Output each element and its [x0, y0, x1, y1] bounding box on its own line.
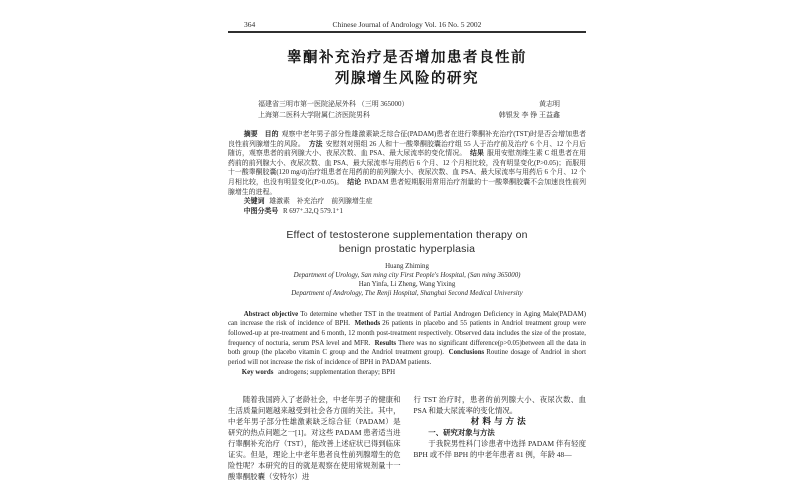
english-affiliation: Department of Andrology, The Renji Hospital, Shanghai Second Medical University — [291, 289, 523, 297]
author-names: 黄志明 — [539, 100, 560, 108]
affiliation-row — [258, 99, 560, 110]
objective-text: 观察中老年男子部分性雄激素缺乏综合征(PADAM)患者在进行睾酮补充治疗(TST)时是否会增加患者良性前列腺增生的风险。 — [228, 131, 586, 148]
affiliation-text: 上海第二医科大学附属仁济医院男科 — [258, 110, 370, 119]
en-abstract-objective-label: Abstract objective — [243, 310, 299, 318]
section-heading: 材料与方法 — [470, 416, 529, 427]
results-label: 结果 — [470, 150, 484, 158]
affiliation-row — [258, 110, 560, 121]
english-affiliation: Department of Urology, San ming city First People's Hospital, (San ming 365000) — [293, 272, 521, 280]
english-title-line2: benign prostatic hyperplasia — [338, 243, 476, 256]
english-authors — [228, 263, 586, 298]
clc-label: 中图分类号 — [243, 207, 279, 215]
en-keywords-label: Key words — [241, 368, 274, 376]
running-head — [228, 18, 586, 33]
results-text: 服用安慰剂维生素 C 组患者在用药前的前列腺大小、夜尿次数、血 PSA、最大尿流率与用药后 6 个月、12 个月相比较，没有明显变化(P>0.05)；而服用十一酸睾酮胶囊(120 mg/d)治疗组患者在用药前的前列腺大小、夜尿次数、血 PSA、最大尿流率与用药后 6 个月、12 个月相比较，也没有明显变化(P>0.05)。 — [228, 150, 586, 186]
en-methods-text: 26 patients in placebo and 55 patients in Andriol treatment group were followed-up at pre-treatment and 6 month, 12 month post-treatment respectively. Observed data includes the size of the prostate, frequency of nocturia, serum PSA level and MFR. — [228, 320, 586, 347]
intro-paragraph-continued: 行 TST 治疗时，患者的前列腺大小、夜尿次数、血 PSA 和最大尿流率的变化情况。 — [413, 395, 586, 416]
chinese-title-line1: 睾酮补充治疗是否增加患者良性前 — [287, 50, 527, 66]
conclusions-label: 结论 — [347, 178, 362, 186]
keywords-text: 雄激素 补充治疗 前列腺增生症 — [269, 198, 373, 206]
chinese-title — [228, 48, 586, 90]
english-title — [228, 228, 586, 256]
journal-title: Chinese Journal of Andrology Vol. 16 No. 5 2002 — [332, 20, 482, 29]
chinese-title-line2: 列腺增生风险的研究 — [335, 71, 479, 87]
abstract-label: 摘要 — [243, 131, 258, 138]
objective-label: 目的 — [264, 131, 279, 138]
en-conclusions-label: Conclusions — [448, 349, 485, 357]
methods-text: 安慰剂对照组 26 人和十一酸睾酮胶囊治疗组 55 人于治疗前及治疗 6 个月、12 个月后随访，观察患者的前列腺大小、夜尿次数、血 PSA、最大尿流率的变化情况。 — [228, 140, 586, 158]
en-keywords-text: androgens; supplementation therapy; BPH — [278, 368, 396, 376]
left-column — [228, 394, 401, 482]
en-results-text: There was no significant difference(p>0.05)between all the data in both group (the placebo vitamin C group and the Andriol treatment group). — [228, 339, 586, 357]
subsection-heading: 一、研究对象与方法 — [428, 428, 495, 438]
chinese-affiliations — [258, 99, 560, 120]
author-names: 韩银发 李 铮 王益鑫 — [498, 110, 560, 119]
keywords-label: 关键词 — [243, 198, 265, 206]
en-conclusions-text: Routine dosage of Andriol in short period will not increase the risk of incidence of BPH in PADAM patients. — [228, 349, 586, 367]
affiliation-text: 福建省三明市第一医院泌尿外科 （三明 365000） — [258, 100, 409, 108]
english-keywords-line — [228, 368, 586, 378]
intro-paragraph: 随着我国跨入了老龄社会，中老年男子的健康和生活质量问题越来越受到社会各方面的关注。其中，中老年男子部分性雄激素缺乏综合征（PADAM）是研究的热点问题之一[1]。对这些 PADAM 患者适当进行睾酮补充治疗（TST），能改善上述症状已得到临床证实。但是，理论上中老年患者良性前列腺增生的危险性呢？本研究的目的就是观察在使用常规剂量十一酸睾酮胶囊（安特尔）进 — [228, 395, 401, 482]
en-results-label: Results — [374, 339, 397, 347]
page-sheet — [228, 18, 586, 482]
conclusions-text: PADAM 患者短期服用常用治疗剂量的十一酸睾酮胶囊不会加速良性前列腺增生的进程。 — [228, 178, 586, 196]
methods-paragraph: 于我院男性科门诊患者中选择 PADAM 伴有轻度 BPH 或不伴 BPH 的中老年患者 81 例，年龄 48— — [413, 439, 586, 460]
en-methods-label: Methods — [354, 320, 381, 328]
en-objective-text: To determine whether TST in the treatment of Partial Androgen Deficiency in Aging Male(PADAM) can increase the risk of incidence of BPH. — [228, 310, 586, 328]
chinese-keywords-line — [228, 197, 586, 207]
english-author-name: Huang Zhiming — [385, 263, 429, 271]
body-columns — [228, 394, 586, 482]
english-title-line1: Effect of testosterone supplementation therapy on — [286, 229, 528, 242]
methods-label: 方法 — [308, 140, 323, 148]
chinese-abstract — [228, 130, 586, 197]
right-column — [414, 394, 587, 482]
page-number: 364 — [244, 20, 256, 29]
clc-number: R 697⁺.32,Q 579.1⁺1 — [282, 207, 343, 215]
clc-line — [228, 207, 586, 217]
english-abstract — [228, 310, 586, 368]
english-author-name: Han Yinfa, Li Zheng, Wang Yixing — [358, 280, 456, 288]
